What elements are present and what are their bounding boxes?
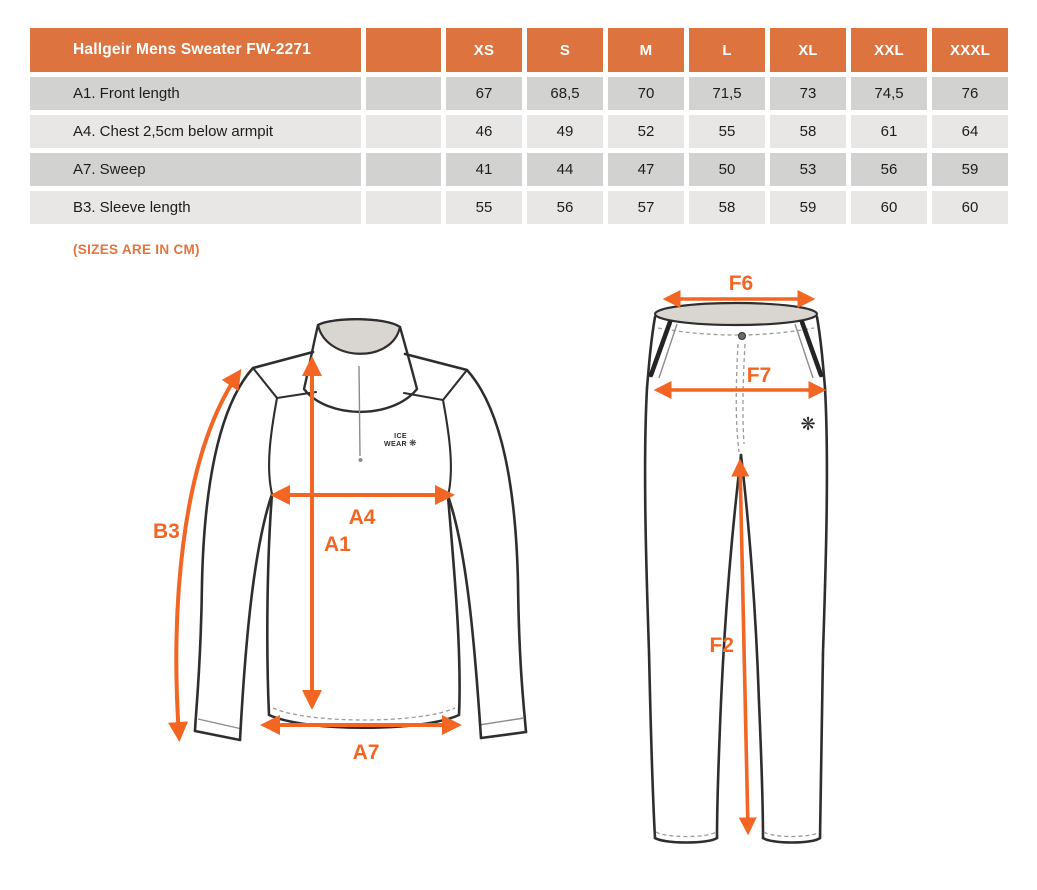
table-value: 61 (851, 115, 927, 148)
row-spacer-cell (366, 77, 441, 110)
size-col-l: L (689, 28, 765, 72)
f2-label: F2 (709, 634, 734, 657)
table-value: 76 (932, 77, 1008, 110)
brand-line2: WEAR (384, 441, 407, 448)
header-spacer-cell (366, 28, 441, 72)
table-value: 55 (689, 115, 765, 148)
sizes-unit-note: (SIZES ARE IN CM) (73, 242, 200, 257)
row-label-sleeve-length: B3. Sleeve length (30, 191, 361, 224)
table-title: Hallgeir Mens Sweater FW-2271 (30, 28, 361, 72)
table-value: 50 (689, 153, 765, 186)
row-spacer-cell (366, 153, 441, 186)
table-value: 74,5 (851, 77, 927, 110)
row-label-chest: A4. Chest 2,5cm below armpit (30, 115, 361, 148)
sweater-diagram (145, 288, 575, 788)
row-spacer-cell (366, 191, 441, 224)
table-value: 53 (770, 153, 846, 186)
table-value: 60 (932, 191, 1008, 224)
a1-label: A1 (324, 533, 351, 556)
table-value: 70 (608, 77, 684, 110)
table-value: 58 (689, 191, 765, 224)
table-value: 44 (527, 153, 603, 186)
table-value: 47 (608, 153, 684, 186)
brand-line1: ICE (394, 433, 407, 440)
table-value: 57 (608, 191, 684, 224)
a4-label: A4 (348, 506, 376, 529)
size-table (30, 28, 1008, 224)
sweater-outline (195, 319, 526, 740)
f6-label: F6 (728, 272, 754, 295)
table-value: 41 (446, 153, 522, 186)
table-value: 71,5 (689, 77, 765, 110)
snowflake-icon: ❋ (800, 414, 816, 435)
table-value: 55 (446, 191, 522, 224)
table-value: 56 (851, 153, 927, 186)
table-value: 59 (932, 153, 1008, 186)
b3-label: B3 (153, 520, 180, 543)
pants-diagram (622, 272, 852, 872)
table-value: 49 (527, 115, 603, 148)
table-value: 67 (446, 77, 522, 110)
table-value: 56 (527, 191, 603, 224)
size-col-xxxl: XXXL (932, 28, 1008, 72)
table-value: 58 (770, 115, 846, 148)
row-label-sweep: A7. Sweep (30, 153, 361, 186)
table-value: 46 (446, 115, 522, 148)
size-col-xs: XS (446, 28, 522, 72)
size-col-xl: XL (770, 28, 846, 72)
row-label-front-length: A1. Front length (30, 77, 361, 110)
table-value: 60 (851, 191, 927, 224)
row-spacer-cell (366, 115, 441, 148)
f7-label: F7 (746, 364, 772, 387)
table-value: 73 (770, 77, 846, 110)
table-value: 59 (770, 191, 846, 224)
snowflake-icon: ❋ (409, 439, 417, 449)
a7-label: A7 (352, 741, 380, 764)
table-value: 68,5 (527, 77, 603, 110)
table-value: 52 (608, 115, 684, 148)
pants-outline (645, 303, 827, 843)
brand-logo (384, 433, 417, 449)
size-col-xxl: XXL (851, 28, 927, 72)
size-col-m: M (608, 28, 684, 72)
b3-arrow (176, 374, 238, 736)
table-value: 64 (932, 115, 1008, 148)
size-col-s: S (527, 28, 603, 72)
